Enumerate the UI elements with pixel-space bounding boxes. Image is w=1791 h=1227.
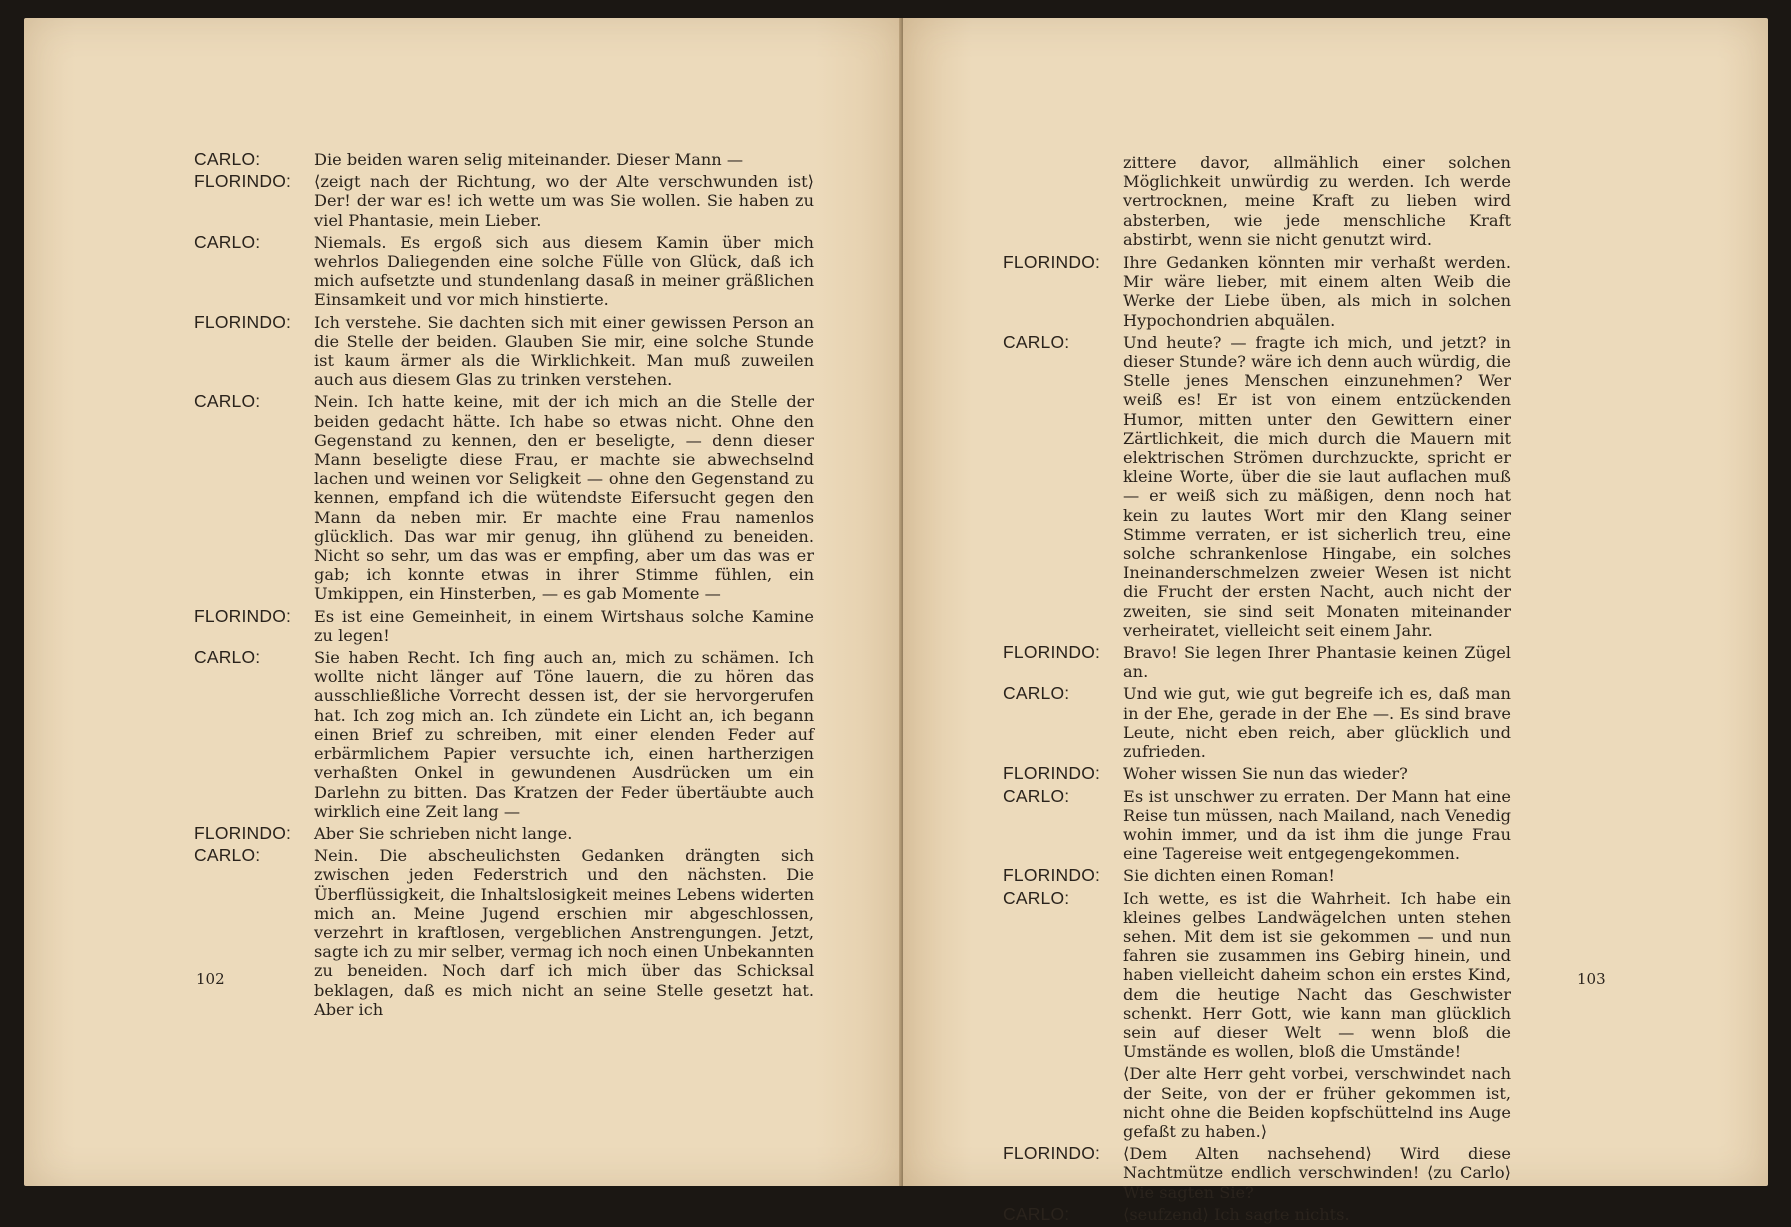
speaker-label: FLORINDO: <box>1003 763 1101 784</box>
dialogue-entry <box>1003 1205 1511 1224</box>
dialogue-entry <box>194 233 814 310</box>
speaker-label: CARLO: <box>194 231 261 252</box>
speaker-label: FLORINDO: <box>194 311 292 332</box>
page-number: 103 <box>1577 970 1606 988</box>
dialogue-text: Ich verstehe. Sie dachten sich mit einer gewissen Person an die Stelle der beiden. Glauben Sie mir, eine solche Stunde ist kaum ärmer als die Wirklichkeit. Man muß zuweilen auch aus diesem Glas zu trinken verstehen. <box>314 312 814 390</box>
dialogue-entry <box>194 313 814 390</box>
dialogue-entry <box>194 824 814 843</box>
dialogue-entry <box>1003 253 1511 330</box>
speaker-label: CARLO: <box>1003 683 1070 704</box>
dialogue-text: Woher wissen Sie nun das wieder? <box>1123 764 1408 784</box>
dialogue-entry <box>1003 1144 1511 1202</box>
continued-text: zittere davor, allmählich einer solchen Möglichkeit unwürdig zu werden. Ich werde vertrocknen, meine Kraft zu lieben wird absterben, wie jede menschliche Kraft abstirbt, wenn sie nicht genutzt wird. <box>1123 153 1511 249</box>
speaker-label: CARLO: <box>1003 887 1070 908</box>
stage-direction <box>1003 1064 1511 1141</box>
dialogue-text: Nein. Die abscheulichsten Gedanken drängten sich zwischen jeden Federstrich und den nächsten. Die Überflüssigkeit, die Inhaltslosigkeit meines Lebens widerten mich an. Meine Jugend erschien mir abgeschlossen, verzehrt in kraftlosen, vergeblichen Anstrengungen. Jetzt, sagte ich zu mir selber, vermag ich noch einen Unbekannten zu beneiden. Noch darf ich mich über das Schicksal beklagen, daß es mich nicht an seine Stelle gesetzt hat. Aber ich <box>314 846 814 1019</box>
dialogue-text: Aber Sie schrieben nicht lange. <box>314 823 573 843</box>
speaker-label: CARLO: <box>194 149 261 169</box>
speaker-label: CARLO: <box>194 647 261 668</box>
dialogue-entry <box>1003 866 1511 885</box>
speaker-label: FLORINDO: <box>194 171 292 192</box>
dialogue-entry <box>1003 684 1511 761</box>
dialogue-text: Nein. Ich hatte keine, mit der ich mich an die Stelle der beiden gedacht hätte. Ich habe so etwas nicht. Ohne den Gegenstand zu kennen, den er beseligte, — denn dieser Mann beseligte diese Frau, er machte sie abwechselnd lachen und weinen vor Seligkeit — ohne den Gegenstand zu kennen, empfand ich die wütendste Eifersucht gegen den Mann da neben mir. Er machte eine Frau namenlos glücklich. Das war mir genug, ihn glühend zu beneiden. Nicht so sehr, um das was er empfing, aber um das was er gab; ich konnte etwas in ihrer Stimme fühlen, ein Umkippen, ein Hinsterben, — es gab Momente — <box>314 392 814 604</box>
speaker-label: CARLO: <box>194 845 261 866</box>
dialogue-text: Sie haben Recht. Ich fing auch an, mich zu schämen. Ich wollte nicht länger auf Töne lauern, die zu hören das ausschließliche Vorrecht dessen ist, der sie hervorgerufen hat. Ich zog mich an. Ich zündete ein Licht an, ich begann einen Brief zu schreiben, mit einer elenden Feder auf erbärmlichem Papier versuchte ich, einen hartherzigen verhaßten Onkel in gewundenen Ausdrücken um ein Darlehn zu bitten. Das Kratzen der Feder übertäubte auch wirklich eine Zeit lang — <box>314 648 814 821</box>
speaker-label: CARLO: <box>1003 1203 1070 1224</box>
speaker-label: CARLO: <box>1003 331 1070 352</box>
dialogue-text: Ihre Gedanken könnten mir verhaßt werden. Mir wäre lieber, mit einem alten Weib die Werke der Liebe üben, als mich in solchen Hypochondrien abquälen. <box>1123 253 1511 330</box>
dialogue-text: Es ist eine Gemeinheit, in einem Wirtshaus solche Kamine zu legen! <box>314 606 814 645</box>
dialogue-text: Ich wette, es ist die Wahrheit. Ich habe ein kleines gelbes Landwägelchen unten stehen sehen. Mit dem ist sie gekommen — und nun fahren sie zusammen ins Gebirg hinein, und haben vielleicht daheim schon ein erstes Kind, dem die heutige Nacht das Geschwister schenkt. Herr Gott, wie kann man glücklich sein auf dieser Welt — wenn bloß die Umstände es wollen, bloß die Umstände! <box>1123 888 1511 1062</box>
page-number: 102 <box>196 970 225 988</box>
left-dialogue <box>194 150 814 1022</box>
dialogue-entry <box>1003 889 1511 1062</box>
dialogue-entry <box>194 392 814 603</box>
right-page <box>903 18 1768 1224</box>
dialogue-text: Und wie gut, wie gut begreife ich es, daß man in der Ehe, gerade in der Ehe —. Es sind brave Leute, nicht eben reich, aber glücklich und zufrieden. <box>1123 684 1511 762</box>
dialogue-entry <box>194 607 814 645</box>
dialogue-entry <box>1003 333 1511 640</box>
dialogue-text: Und heute? — fragte ich mich, und jetzt? in dieser Stunde? wäre ich denn auch würdig, die Stelle jenes Menschen einzunehmen? Wer weiß es! Er ist von einem entzückenden Humor, mitten unter den Gewittern einer Zärtlichkeit, die mich durch die Mauern mit elektrischen Strömen durchzuckte, spricht er kleine Worte, über die sie laut auflachen muß — er weiß sich zu mäßigen, denn noch hat kein zu lautes Wort mir den Klang seiner Stimme verraten, er ist sicherlich treu, eine solche schrankenlose Hingabe, ein solches Ineinanderschmelzen zweier Wesen ist nicht die Frucht der ersten Nacht, auch nicht der zweiten, sie sind seit Monaten miteinander verheiratet, vielleicht seit einem Jahr. <box>1123 332 1511 640</box>
dialogue-entry <box>194 648 814 821</box>
dialogue-text: Sie dichten einen Roman! <box>1123 866 1335 886</box>
dialogue-text: Niemals. Es ergoß sich aus diesem Kamin über mich wehrlos Daliegenden eine solche Fülle von Glück, daß ich mich aufsetzte und stundenlang dasaß in meiner gräßlichen Einsamkeit und vor mich hinstierte. <box>314 232 814 310</box>
dialogue-entry <box>194 150 814 169</box>
speaker-label: FLORINDO: <box>194 605 292 626</box>
speaker-label: CARLO: <box>1003 785 1070 806</box>
speaker-label: FLORINDO: <box>1003 865 1101 886</box>
dialogue-entry <box>1003 643 1511 681</box>
right-dialogue <box>1003 153 1511 1227</box>
dialogue-entry <box>1003 787 1511 864</box>
stage-direction-text: ⟨Der alte Herr geht vorbei, verschwindet nach der Seite, von der er früher gekommen ist, nicht ohne die Beiden kopfschüttelnd ins Auge gefaßt zu haben.⟩ <box>1123 1064 1511 1141</box>
speaker-label <box>1003 1064 1123 1141</box>
speaker-label: FLORINDO: <box>194 822 292 843</box>
speaker-label: FLORINDO: <box>1003 642 1101 663</box>
dialogue-text: Es ist unschwer zu erraten. Der Mann hat eine Reise tun müssen, nach Mailand, nach Venedig wohin immer, und da ist ihm die junge Frau eine Tagereise weit entgegengekommen. <box>1123 786 1511 864</box>
dialogue-entry <box>1003 764 1511 783</box>
dialogue-text: ⟨Dem Alten nachsehend⟩ Wird diese Nachtmütze endlich verschwinden! ⟨zu Carlo⟩ Wie sagten Sie? <box>1123 1144 1511 1202</box>
left-page <box>24 18 903 1186</box>
dialogue-text: Die beiden waren selig miteinander. Dieser Mann — <box>314 150 744 169</box>
dialogue-entry <box>194 846 814 1019</box>
speaker-label: FLORINDO: <box>1003 252 1101 273</box>
dialogue-text: Bravo! Sie legen Ihrer Phantasie keinen Zügel an. <box>1123 643 1511 682</box>
dialogue-text: ⟨zeigt nach der Richtung, wo der Alte verschwunden ist⟩ Der! der war es! ich wette um was Sie wollen. Sie haben zu viel Phantasie, mein Lieber. <box>314 172 814 230</box>
dialogue-text: ⟨seufzend⟩ Ich sagte nichts. <box>1123 1204 1350 1224</box>
speaker-label: CARLO: <box>194 391 261 412</box>
dialogue-entry <box>194 172 814 230</box>
speaker-label: FLORINDO: <box>1003 1143 1101 1164</box>
